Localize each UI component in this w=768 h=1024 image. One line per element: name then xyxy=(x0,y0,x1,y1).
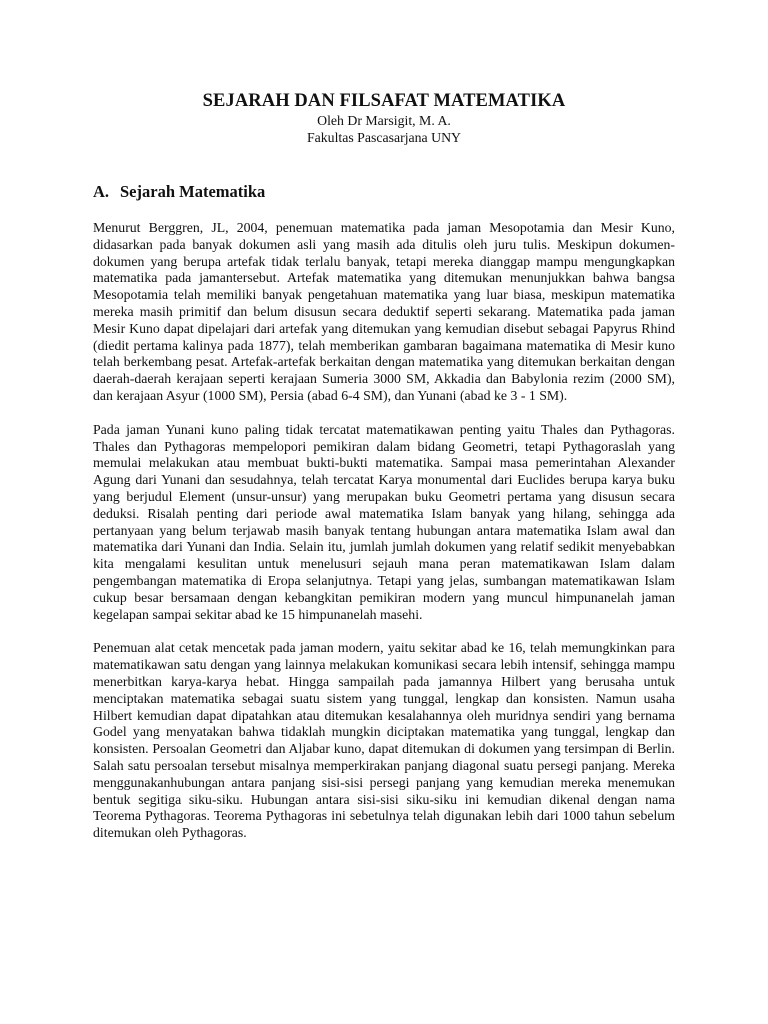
paragraph: Penemuan alat cetak mencetak pada jaman modern, yaitu sekitar abad ke 16, telah memungkinkan para matematikawan satu dengan yang lainnya melakukan komunikasi secara lebih intensif, sehingga mampu menerbitkan karya-karya hebat. Hingga sampailah pada jamannya Hilbert yang berusaha untuk menciptakan matematika sebagai suatu sistem yang tunggal, lengkap dan konsisten. Namun usaha Hilbert kemudian dapat dipatahkan atau ditemukan kesalahannya oleh muridnya sendiri yang bernama Godel yang menyatakan bahwa tidaklah mungkin diciptakan matematika yang tunggal, lengkap dan konsisten. Persoalan Geometri dan Aljabar kuno, dapat ditemukan di dokumen yang tersimpan di Berlin. Salah satu persoalan tersebut misalnya memperkirakan panjang diagonal suatu persegi panjang. Mereka menggunakanhubungan antara panjang sisi-sisi persegi panjang yang kemudian mereka menemukan bentuk segitiga siku-siku. Hubungan antara sisi-sisi siku-siku ini kemudian dikenal dengan nama Teorema Pythagoras. Teorema Pythagoras ini sebetulnya telah digunakan lebih dari 1000 tahun sebelum ditemukan oleh Pythagoras. xyxy=(93,640,675,841)
document-affiliation: Fakultas Pascasarjana UNY xyxy=(306,130,462,145)
paragraph: Menurut Berggren, JL, 2004, penemuan matematika pada jaman Mesopotamia dan Mesir Kuno, didasarkan pada banyak dokumen asli yang masih ada ditulis oleh juru tulis. Meskipun dokumen-dokumen yang berupa artefak tidak terlalu banyak, tetapi mereka dianggap mampu mengungkapkan matematika pada jamantersebut. Artefak matematika yang ditemukan menunjukkan bahwa bangsa Mesopotamia telah memiliki banyak pengetahuan matematika yang luar biasa, meskipun matematika mereka masih primitif dan belum disusun secara deduktif seperti sekarang. Matematika pada jaman Mesir Kuno dapat dipelajari dari artefak yang ditemukan yang kemudian disebut sebagai Papyrus Rhind (diedit pertama kalinya pada 1877), telah memberikan gambaran bagaimana matematika di Mesir kuno telah berkembang pesat. Artefak-artefak berkaitan dengan matematika yang ditemukan berkaitan dengan daerah-daerah kerajaan seperti kerajaan Sumeria 3000 SM, Akkadia dan Babylonia rezim (2000 SM), dan kerajaan Asyur (1000 SM), Persia (abad 6-4 SM), dan Yunani (abad ke 3 - 1 SM). xyxy=(93,220,675,403)
document-title: SEJARAH DAN FILSAFAT MATEMATIKA xyxy=(202,91,566,111)
section-title: Sejarah Matematika xyxy=(120,182,266,201)
section-heading xyxy=(93,182,675,202)
document-author: Oleh Dr Marsigit, M. A. xyxy=(317,113,451,128)
section-number: A. xyxy=(93,182,110,201)
document-page xyxy=(93,90,675,842)
paragraph: Pada jaman Yunani kuno paling tidak tercatat matematikawan penting yaitu Thales dan Pythagoras. Thales dan Pythagoras mempelopori pemikiran dalam bidang Geometri, tetapi Pythagoraslah yang memulai melakukan atau membuat bukti-bukti matematika. Sampai masa pemerintahan Alexander Agung dari Yunani dan sesudahnya, telah tercatat Karya monumental dari Euclides berupa karya buku yang berjudul Element (unsur-unsur) yang merupakan buku Geometri pertama yang disusun secara deduksi. Risalah penting dari periode awal matematika Islam banyak yang hilang, sehingga ada pertanyaan yang belum terjawab masih banyak tentang hubungan antara matematika Islam awal dan matematika dari Yunani dan India. Selain itu, jumlah jumlah dokumen yang relatif sedikit menyebabkan kita mengalami kesulitan untuk menelusuri sejauh mana peran matematikawan Islam dalam pengembangan matematika di Eropa selanjutnya. Tetapi yang jelas, sumbangan matematikawan Islam cukup besar bersamaan dengan kebangkitan pemikiran modern yang muncul himpunanelah jaman kegelapan sampai sekitar abad ke 15 himpunanelah masehi. xyxy=(93,421,675,622)
